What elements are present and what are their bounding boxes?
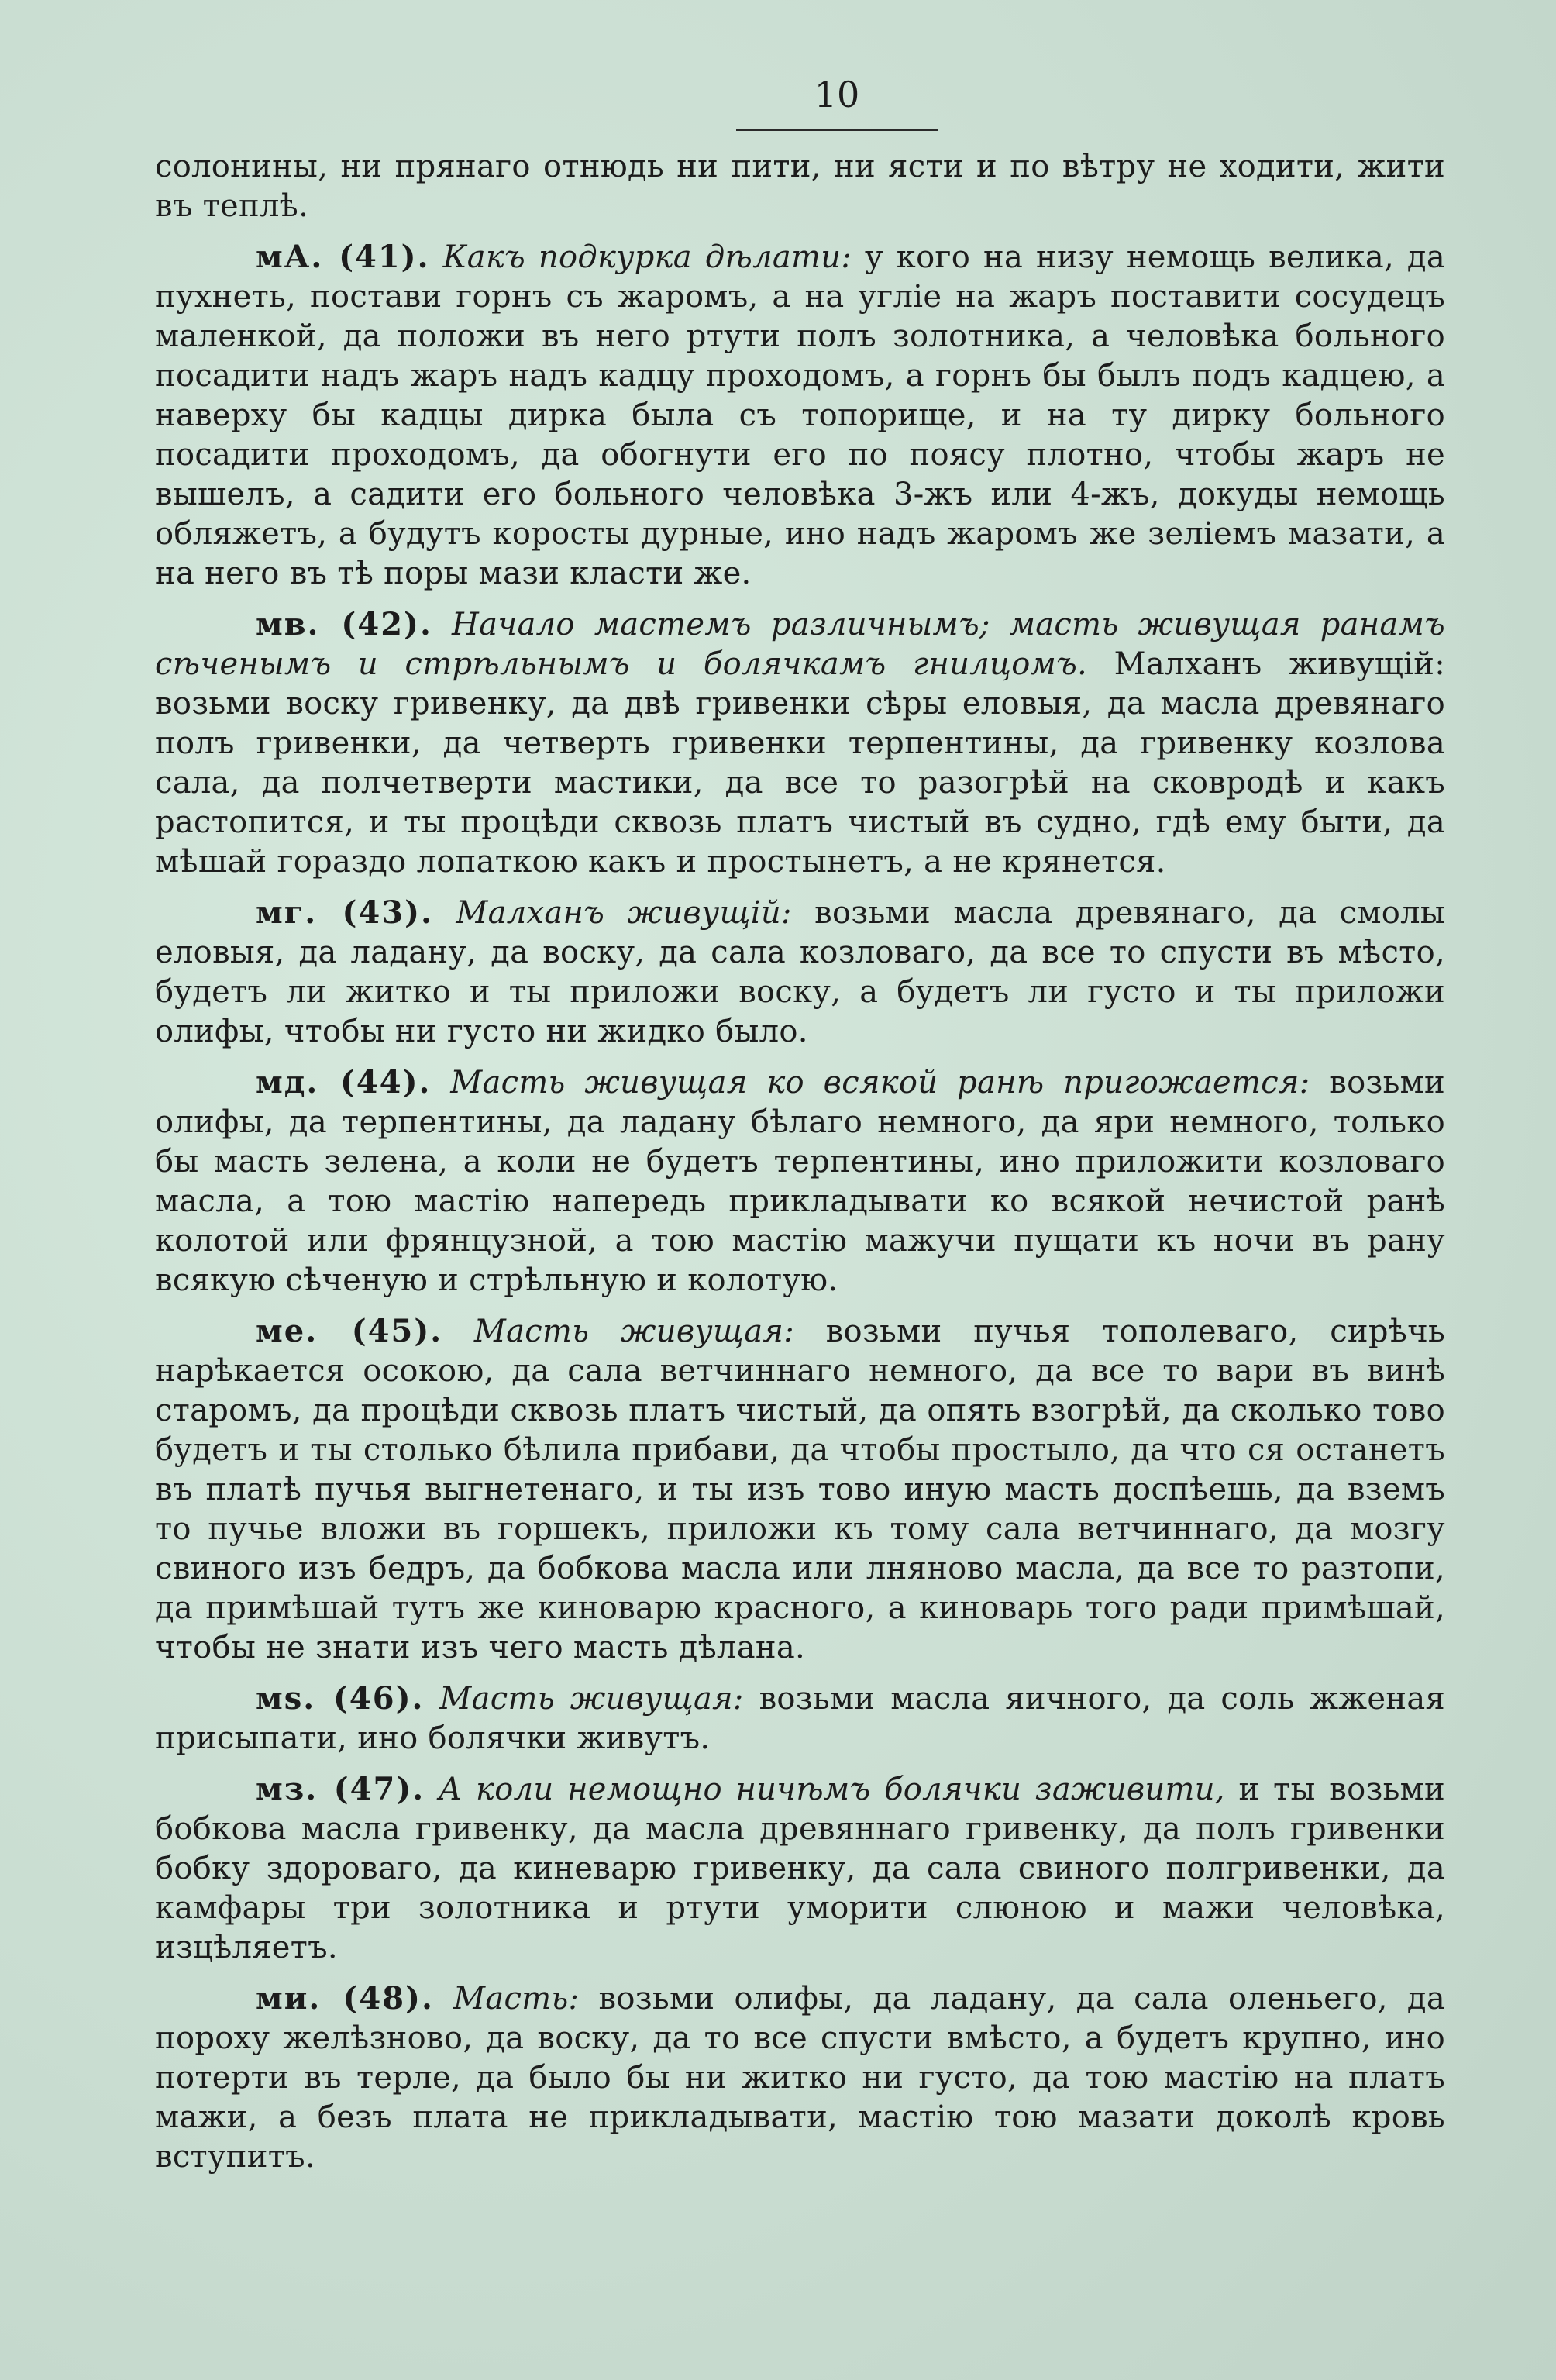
recipe-47 [155, 1769, 1445, 1968]
recipe-body: возьми пучья тополеваго, сирѣчь нарѣкается осокою, да сала ветчиннаго немного, да все то вари въ винѣ старомъ, да процѣди сквозь платъ чистый, да опять взогрѣй, да сколько тово будетъ и ты столько бѣлила прибави, да чтобы простыло, да что ся останетъ въ платѣ пучья выгнетенаго, и ты изъ тово иную масть доспѣешь, да вземъ то пучье вложи въ горшекъ, приложи къ тому сала ветчиннаго, да мозгу свиного изъ бедръ, да бобкова масла или лняново масла, да все то разтопи, да примѣшай тутъ же киноварю красного, а киноварь того ради примѣшай, чтобы не знати изъ чего масть дѣлана. [155, 1314, 1446, 1665]
page-body [155, 147, 1445, 2188]
recipe-45 [155, 1311, 1445, 1668]
recipe-number: мз. (47). [256, 1771, 425, 1807]
recipe-number: ме. (45). [256, 1313, 443, 1349]
recipe-body: возьми олифы, да ладану, да сала оленьего, да пороху желѣзново, да воску, да то все спусти вмѣсто, а будетъ крупно, ино потерти въ терле, да было бы ни житко ни густо, да тою мастію на платъ мажи, а безъ плата не прикладывати, мастію тою мазати доколѣ кровь вступитъ. [155, 1981, 1446, 2175]
recipe-body: возьми олифы, да терпентины, да ладану бѣлаго немного, да яри немного, только бы масть зелена, а коли не будетъ терпентины, ино приложити козловаго масла, а тою мастію напередь прикладывати ко всякой нечистой ранѣ колотой или фрянцузной, а тою мастію мажучи пущати къ ночи въ рану всякую сѣченую и стрѣльную и колотую. [155, 1065, 1446, 1298]
recipe-title: Какъ подкурка дѣлати: [442, 239, 852, 275]
recipe-48 [155, 1979, 1445, 2177]
recipe-title: Масть живущая ко всякой ранѣ пригожается: [450, 1065, 1310, 1100]
recipe-title: Малханъ живущій: [456, 895, 792, 931]
recipe-title: Начало мастемъ различнымъ; масть живущая ранамъ сѣченымъ и стрѣльнымъ и болячкамъ гнилцомъ. [155, 607, 1445, 682]
paragraph-continuation [155, 147, 1445, 226]
recipe-title: Масть живущая: [439, 1681, 744, 1717]
recipe-body: возьми масла древянаго, да смолы еловыя, да ладану, да воску, да сала козловаго, да все то спусти въ мѣсто, будетъ ли житко и ты приложи воску, а будетъ ли густо и ты приложи олифы, чтобы ни густо ни жидко было. [155, 895, 1446, 1049]
recipe-number: мА. (41). [256, 239, 430, 275]
recipe-46 [155, 1679, 1445, 1758]
paragraph-body: солонины, ни прянаго отнюдь ни пити, ни ясти и по вѣтру не ходити, жити въ теплѣ. [155, 149, 1445, 224]
recipe-number: мв. (42). [256, 606, 432, 642]
page-number-rule [736, 129, 938, 131]
page-number: 10 [814, 74, 860, 115]
recipe-body: Малханъ живущій: возьми воску гривенку, да двѣ гривенки сѣры еловыя, да масла древянаго полъ гривенки, да четверть гривенки терпентины, да гривенку козлова сала, да полчетверти мастики, да все то разогрѣй на сковродѣ и какъ растопится, и ты процѣди сквозь платъ чистый въ судно, гдѣ ему быти, да мѣшай гораздо лопаткою какъ и простынетъ, а не крянется. [155, 646, 1446, 880]
recipe-number: мг. (43). [256, 894, 433, 931]
recipe-42 [155, 604, 1445, 882]
recipe-number: ми. (48). [256, 1980, 434, 2017]
recipe-title: А коли немощно ничѣмъ болячки заживити, [438, 1772, 1225, 1807]
recipe-number: мѕ. (46). [256, 1680, 425, 1717]
recipe-title: Масть: [453, 1981, 580, 2017]
recipe-number: мд. (44). [256, 1064, 432, 1100]
recipe-body: у кого на низу немощь велика, да пухнеть, постави горнъ съ жаромъ, а на угліе на жаръ поставити сосудецъ маленкой, да положи въ него ртути полъ золотника, а человѣка больного посадити надъ жаръ надъ кадцу проходомъ, а горнъ бы былъ подъ кадцею, а наверху бы кадцы дирка была съ топорище, и на ту дирку больного посадити проходомъ, да обогнути его по поясу плотно, чтобы жаръ не вышелъ, а садити его больного человѣка 3-жъ или 4-жъ, докуды немощь обляжетъ, а будутъ коросты дурные, ино надъ жаромъ же зеліемъ мазати, а на него въ тѣ поры мази класти же. [155, 239, 1445, 591]
recipe-title: Масть живущая: [473, 1314, 794, 1349]
recipe-body: возьми масла яичного, да соль жженая присыпати, ино болячки живутъ. [155, 1681, 1446, 1756]
recipe-43 [155, 893, 1445, 1052]
recipe-41 [155, 237, 1445, 594]
recipe-44 [155, 1063, 1445, 1300]
recipe-body: и ты возьми бобкова масла гривенку, да масла древяннаго гривенку, да полъ гривенки бобку здороваго, да киневарю гривенку, да сала свиного полгривенки, да камфары три золотника и ртути уморити слюною и мажи человѣка, изцѣляетъ. [155, 1772, 1446, 1965]
